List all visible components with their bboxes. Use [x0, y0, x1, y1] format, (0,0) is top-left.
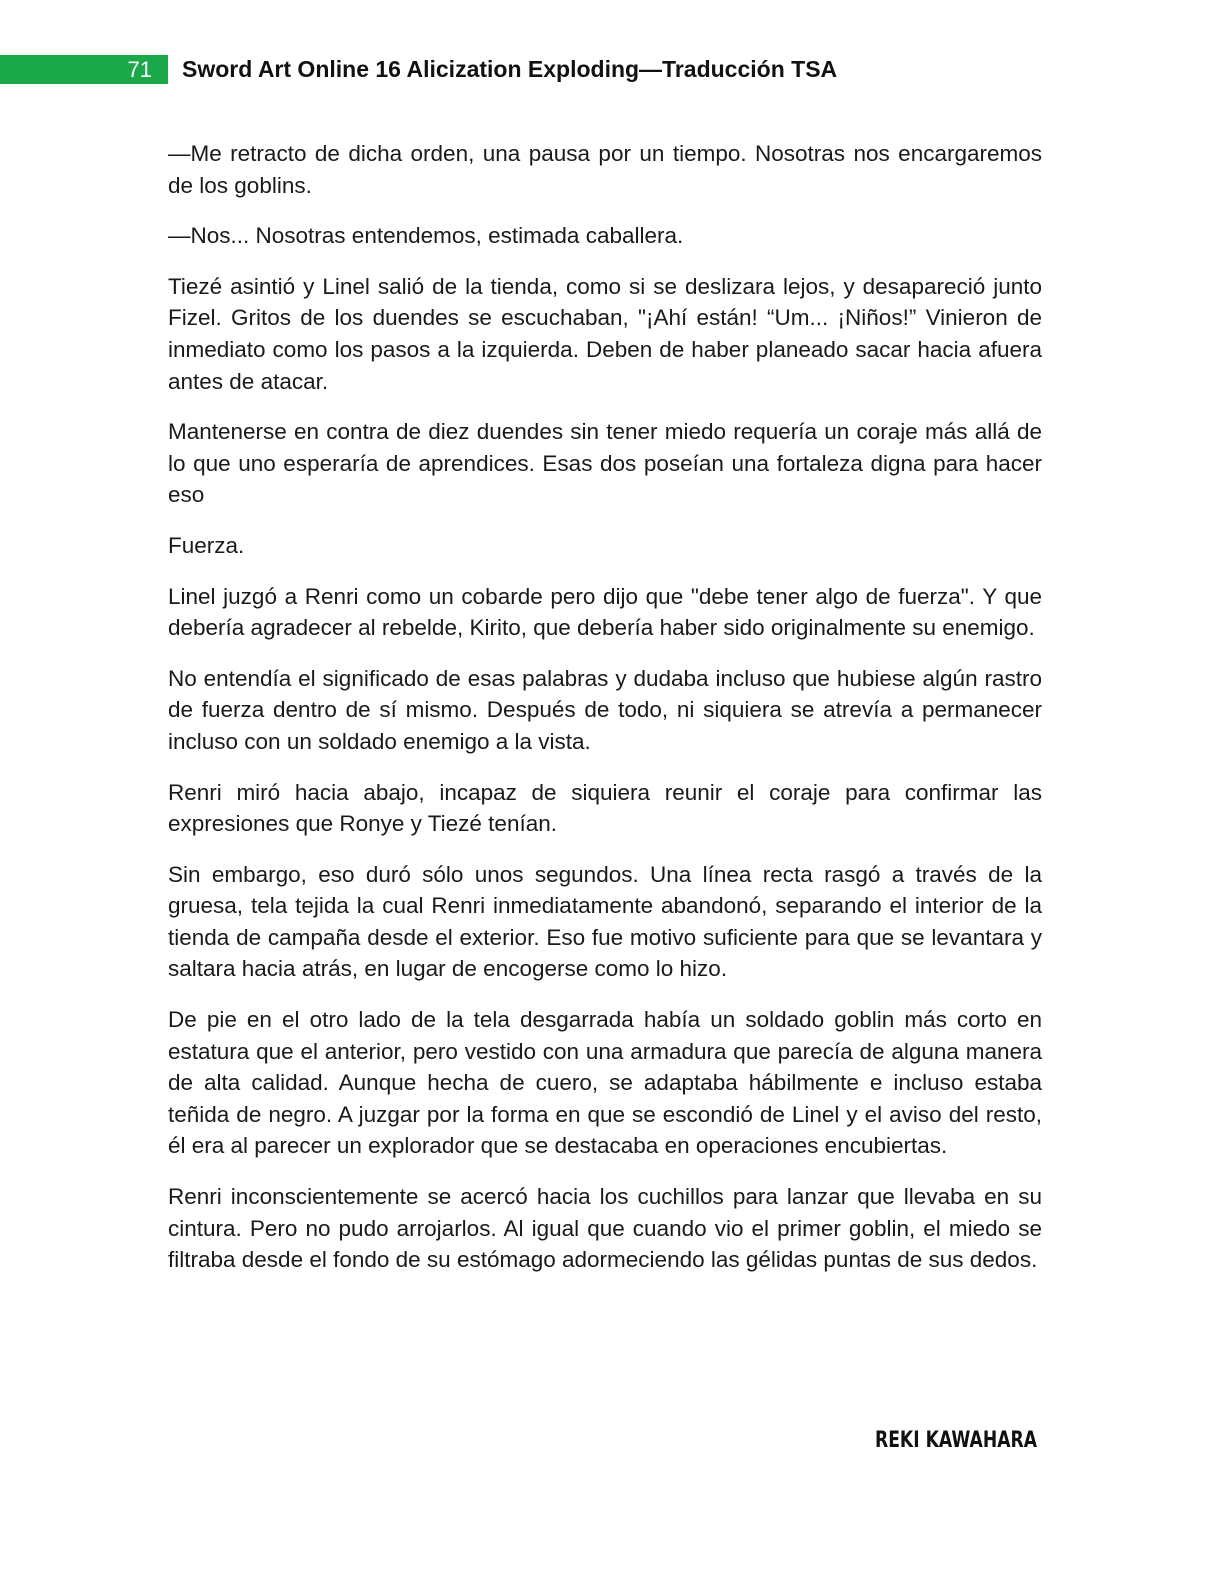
paragraph: No entendía el significado de esas palabras y dudaba incluso que hubiese algún rastro de fuerza dentro de sí mismo. Después de todo, ni siquiera se atrevía a permanecer incluso con un soldado enemigo a la vista.: [168, 665, 1042, 754]
page-header: [0, 55, 1224, 84]
paragraph: Renri miró hacia abajo, incapaz de siquiera reunir el coraje para confirmar las expresiones que Ronye y Tiezé tenían.: [168, 779, 1042, 837]
paragraph: —Nos... Nosotras entendemos, estimada caballera.: [168, 223, 684, 249]
paragraph: Tiezé asintió y Linel salió de la tienda, como si se deslizara lejos, y desapareció junto Fizel. Gritos de los duendes se escuchaban, "¡Ahí están! “Um... ¡Niños!” Vinieron de inmediato como los pasos a la izquierda. Deben de haber planeado sacar hacia afuera antes de atacar.: [168, 273, 1042, 394]
page-body: [168, 138, 1042, 1295]
paragraph: Fuerza.: [168, 532, 245, 558]
paragraph: Sin embargo, eso duró sólo unos segundos. Una línea recta rasgó a través de la gruesa, tela tejida la cual Renri inmediatamente abandonó, separando el interior de la tienda de campaña desde el exterior. Eso fue motivo suficiente para que se levantara y saltara hacia atrás, en lugar de encogerse como lo hizo.: [168, 861, 1042, 982]
paragraph: Renri inconscientemente se acercó hacia los cuchillos para lanzar que llevaba en su cintura. Pero no pudo arrojarlos. Al igual que cuando vio el primer goblin, el miedo se filtraba desde el fondo de su estómago adormeciendo las gélidas puntas de sus dedos.: [168, 1184, 1042, 1273]
paragraph: —Me retracto de dicha orden, una pausa por un tiempo. Nosotras nos encargaremos de los goblins.: [168, 141, 1042, 198]
author-name: REKI KAWAHARA: [875, 1428, 1037, 1453]
paragraph: De pie en el otro lado de la tela desgarrada había un soldado goblin más corto en estatura que el anterior, pero vestido con una armadura que parecía de alguna manera de alta calidad. Aunque hecha de cuero, se adaptaba hábilmente e incluso estaba teñida de negro. A juzgar por la forma en que se escondió de Linel y el aviso del resto, él era al parecer un explorador que se destacaba en operaciones encubiertas.: [168, 1007, 1042, 1159]
paragraph: Mantenerse en contra de diez duendes sin tener miedo requería un coraje más allá de lo que uno esperaría de aprendices. Esas dos poseían una fortaleza digna para hacer eso: [168, 419, 1042, 508]
page-number: 71: [0, 55, 168, 84]
book-title: Sword Art Online 16 Alicization Exploding—Traducción TSA: [182, 56, 838, 82]
paragraph: Linel juzgó a Renri como un cobarde pero dijo que "debe tener algo de fuerza". Y que debería agradecer al rebelde, Kirito, que debería haber sido originalmente su enemigo.: [168, 583, 1042, 641]
